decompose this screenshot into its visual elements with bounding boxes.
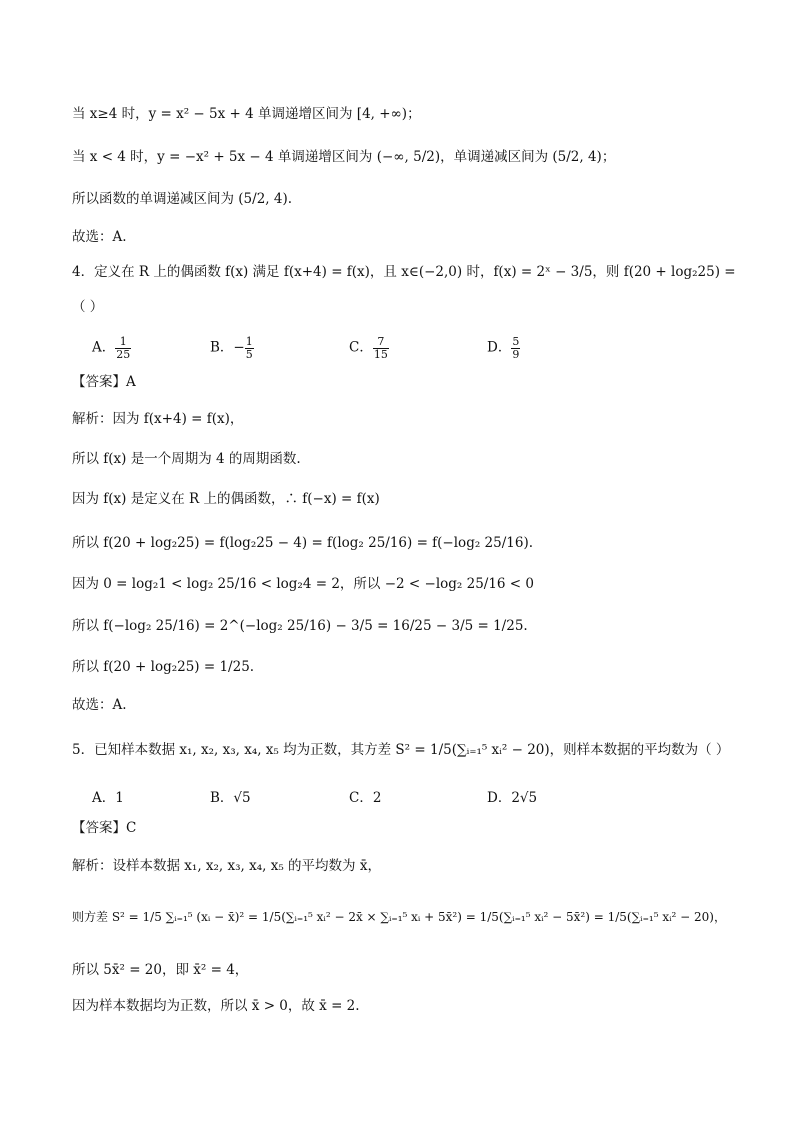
option-c: C．2 <box>349 790 382 806</box>
text-line: 所以函数的单调递减区间为 (5/2, 4). <box>72 191 293 207</box>
fraction: $\frac{1}{25}$ <box>116 335 131 361</box>
question-4: 4．定义在 R 上的偶函数 f(x) 满足 f(x+4) = f(x)，且 x∈(−2,0) 时，f(x) = 2ˣ − 3/5，则 f(20 + log₂25) = <box>72 264 736 280</box>
option-c: C． $\frac{7}{15}$ <box>349 335 388 361</box>
solution-line: 所以 f(x) 是一个周期为 4 的周期函数. <box>72 451 301 467</box>
option-b: B．− $\frac{1}{5}$ <box>210 335 253 361</box>
fraction: $\frac{5}{9}$ <box>512 335 520 361</box>
option-a: A． $\frac{1}{25}$ <box>92 335 131 361</box>
solution-line: 因为 f(x) 是定义在 R 上的偶函数，∴ f(−x) = f(x) <box>72 491 380 507</box>
answer-4: 【答案】A <box>72 374 136 390</box>
solution-line: 所以 5x̄² = 20，即 x̄² = 4， <box>72 962 249 978</box>
option-b: B．√5 <box>210 790 251 806</box>
fraction: $\frac{7}{15}$ <box>373 335 388 361</box>
text-line: 故选：A. <box>72 229 127 245</box>
solution-line: 所以 f(20 + log₂25) = f(log₂25 − 4) = f(log₂ 25/16) = f(−log₂ 25/16). <box>72 535 533 551</box>
option-d: D． $\frac{5}{9}$ <box>487 335 520 361</box>
solution-line: 故选：A. <box>72 697 127 713</box>
solution-line: 所以 f(20 + log₂25) = 1/25. <box>72 659 255 675</box>
option-a: A．1 <box>92 790 124 806</box>
answer-5: 【答案】C <box>72 820 137 836</box>
question-4-blank: （ ） <box>72 299 104 315</box>
solution-line: 因为样本数据均为正数，所以 x̄ > 0，故 x̄ = 2. <box>72 998 360 1014</box>
solution-line: 则方差 S² = 1/5 ∑ᵢ₌₁⁵ (xᵢ − x̄)² = 1/5(∑ᵢ₌₁⁵ xᵢ² − 2x̄ × ∑ᵢ₌₁⁵ xᵢ + 5x̄²) = 1/5(∑ᵢ₌₁⁵ xᵢ² − 5x̄²) = 1/5(∑ᵢ₌₁⁵ xᵢ² − 20)， <box>72 910 726 924</box>
solution-line: 解析：因为 f(x+4) = f(x)， <box>72 411 244 427</box>
option-d: D．2√5 <box>487 790 538 806</box>
text-line: 当 x≥4 时，y = x² − 5x + 4 单调递增区间为 [4, +∞)； <box>72 106 421 122</box>
fraction: $\frac{1}{5}$ <box>245 335 253 361</box>
text-line: 当 x < 4 时，y = −x² + 5x − 4 单调递增区间为 (−∞, 5/2)，单调递减区间为 (5/2, 4)； <box>72 149 616 165</box>
question-5: 5．已知样本数据 x₁, x₂, x₃, x₄, x₅ 均为正数，其方差 S² = 1/5(∑ᵢ₌₁⁵ xᵢ² − 20)，则样本数据的平均数为（ ） <box>72 742 730 758</box>
solution-line: 所以 f(−log₂ 25/16) = 2^(−log₂ 25/16) − 3/5 = 16/25 − 3/5 = 1/25. <box>72 618 528 634</box>
solution-line: 解析：设样本数据 x₁, x₂, x₃, x₄, x₅ 的平均数为 x̄， <box>72 858 381 874</box>
solution-line: 因为 0 = log₂1 < log₂ 25/16 < log₂4 = 2，所以 −2 < −log₂ 25/16 < 0 <box>72 576 534 592</box>
